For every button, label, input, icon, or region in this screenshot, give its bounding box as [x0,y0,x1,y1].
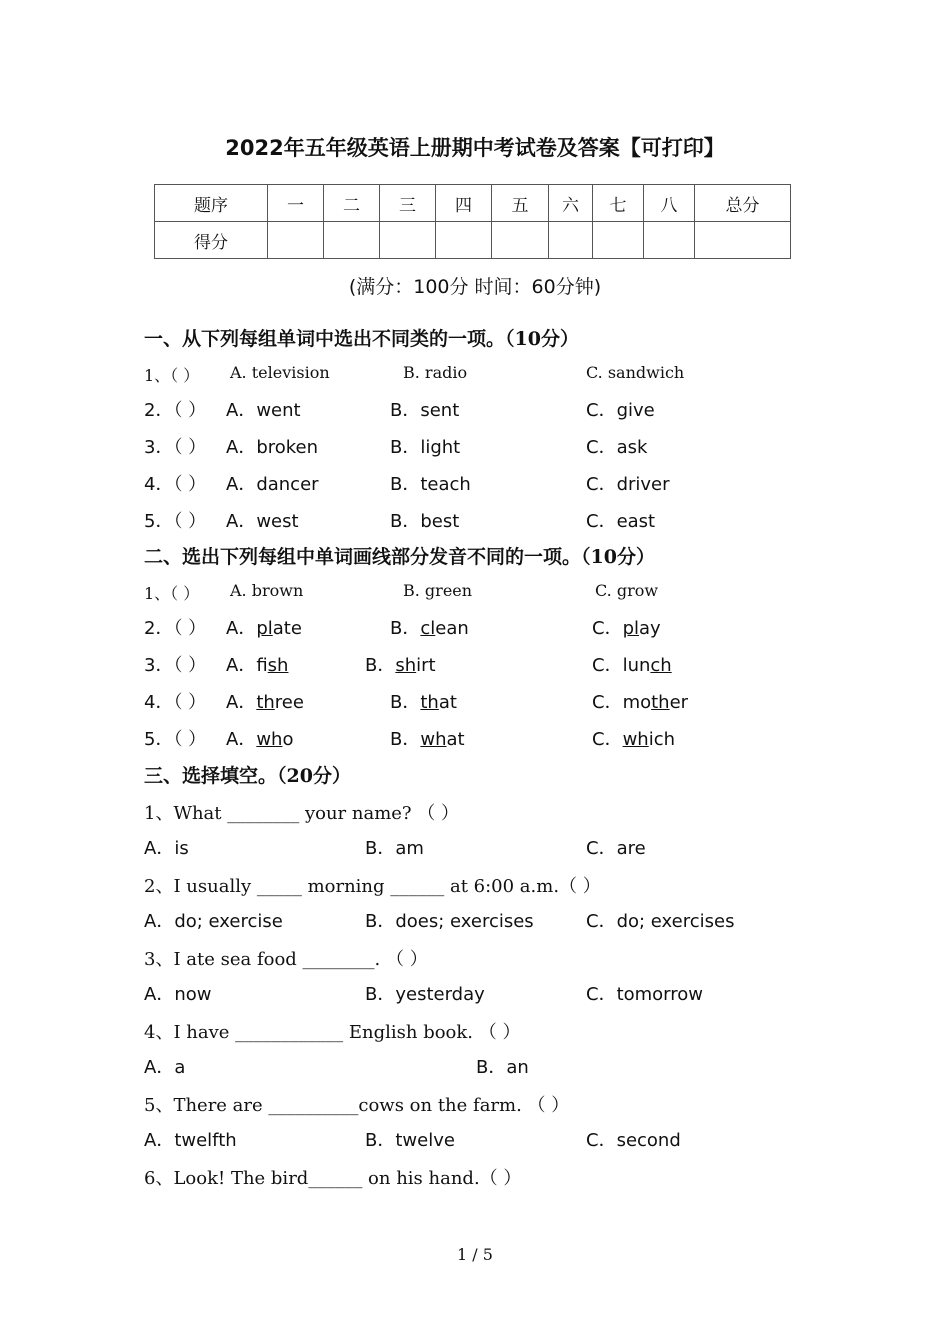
option-c: C．ask [586,437,648,458]
option-b: B．sent [390,400,460,421]
option-a: A．twelfth [144,1130,237,1151]
question-text: 6、Look! The bird______ on his hand.（ ） [144,1168,522,1189]
question-text: 1、What ________ your name? （ ） [144,803,460,824]
option-b: B．an [476,1057,529,1078]
score-table-header-cell: 五 [492,185,549,222]
option-a: A．went [226,400,301,421]
score-cell [268,222,324,259]
question-number: 4．（ ） [144,692,207,713]
question-text: 5、There are __________cows on the farm. （ ） [144,1095,570,1116]
score-table-header-cell: 二 [324,185,380,222]
score-table-header-cell: 四 [436,185,492,222]
question-number: 5．（ ） [144,729,207,750]
question-number: 2．（ ） [144,618,207,639]
score-cell [549,222,593,259]
option-a: A．do; exercise [144,911,283,932]
score-cell [644,222,695,259]
score-table-header-cell: 七 [593,185,644,222]
option-c: C. grow [595,581,659,600]
score-cell [492,222,549,259]
option-b: B．does; exercises [365,911,534,932]
score-cell [695,222,791,259]
score-cell [324,222,380,259]
option-b: B．clean [390,618,469,639]
option-c: C．second [586,1130,681,1151]
question-number: 3．（ ） [144,437,207,458]
question-text: 4、I have ____________ English book. （ ） [144,1022,521,1043]
score-table-header-cell: 总分 [695,185,791,222]
option-c: C．are [586,838,646,859]
option-a: A．broken [226,437,319,458]
option-a: A. television [230,363,330,382]
option-c: C．east [586,511,656,532]
score-table-header-cell: 题序 [155,185,268,222]
question-number: 2．（ ） [144,400,207,421]
option-a: A．who [226,729,294,750]
option-b: B．yesterday [365,984,485,1005]
option-b: B．shirt [365,655,436,676]
question-number: 1、（ ） [144,584,200,603]
section-heading: 一、从下列每组单词中选出不同类的一项。（10分） [144,328,579,350]
option-a: A．now [144,984,212,1005]
score-cell [436,222,492,259]
section-heading: 二、选出下列每组中单词画线部分发音不同的一项。（10分） [144,546,655,568]
question-number: 4．（ ） [144,474,207,495]
option-c: C．driver [586,474,670,495]
option-a: A. brown [230,581,304,600]
option-c: C．tomorrow [586,984,704,1005]
score-table-header-cell: 三 [380,185,436,222]
score-table-header-cell: 六 [549,185,593,222]
option-a: A．dancer [226,474,319,495]
option-b: B. radio [403,363,468,382]
option-c: C．do; exercises [586,911,735,932]
option-c: C．play [592,618,661,639]
score-table [154,184,791,259]
option-b: B．teach [390,474,471,495]
option-c: C．lunch [592,655,672,676]
score-table-row-label: 得分 [155,222,268,259]
option-b: B．best [390,511,460,532]
section-heading: 三、选择填空。（20分） [144,765,351,787]
option-b: B. green [403,581,473,600]
option-a: A．fish [226,655,289,676]
score-table-score-row [155,222,791,259]
score-table-header-row [155,185,791,222]
option-c: C. sandwich [586,363,685,382]
option-b: B．what [390,729,465,750]
option-a: A．three [226,692,304,713]
score-table-header-cell: 一 [268,185,324,222]
option-b: B．twelve [365,1130,455,1151]
option-c: C．which [592,729,676,750]
option-c: C．give [586,400,655,421]
option-a: A．is [144,838,189,859]
question-text: 3、I ate sea food ________. （ ） [144,949,428,970]
score-cell [593,222,644,259]
option-c: C．mother [592,692,689,713]
score-cell [380,222,436,259]
question-number: 3．（ ） [144,655,207,676]
option-b: B．am [365,838,424,859]
exam-note: (满分：100分 时间：60分钟) [348,276,602,298]
question-number: 5．（ ） [144,511,207,532]
option-a: A．west [226,511,299,532]
option-b: B．that [390,692,457,713]
option-b: B．light [390,437,461,458]
option-a: A．a [144,1057,186,1078]
score-table-header-cell: 八 [644,185,695,222]
page-title: 2022年五年级英语上册期中考试卷及答案【可打印】 [225,136,725,160]
question-text: 2、I usually _____ morning ______ at 6:00 a.m.（ ） [144,876,601,897]
option-a: A．plate [226,618,302,639]
page-number: 1 / 5 [457,1245,493,1264]
question-number: 1、（ ） [144,366,200,385]
